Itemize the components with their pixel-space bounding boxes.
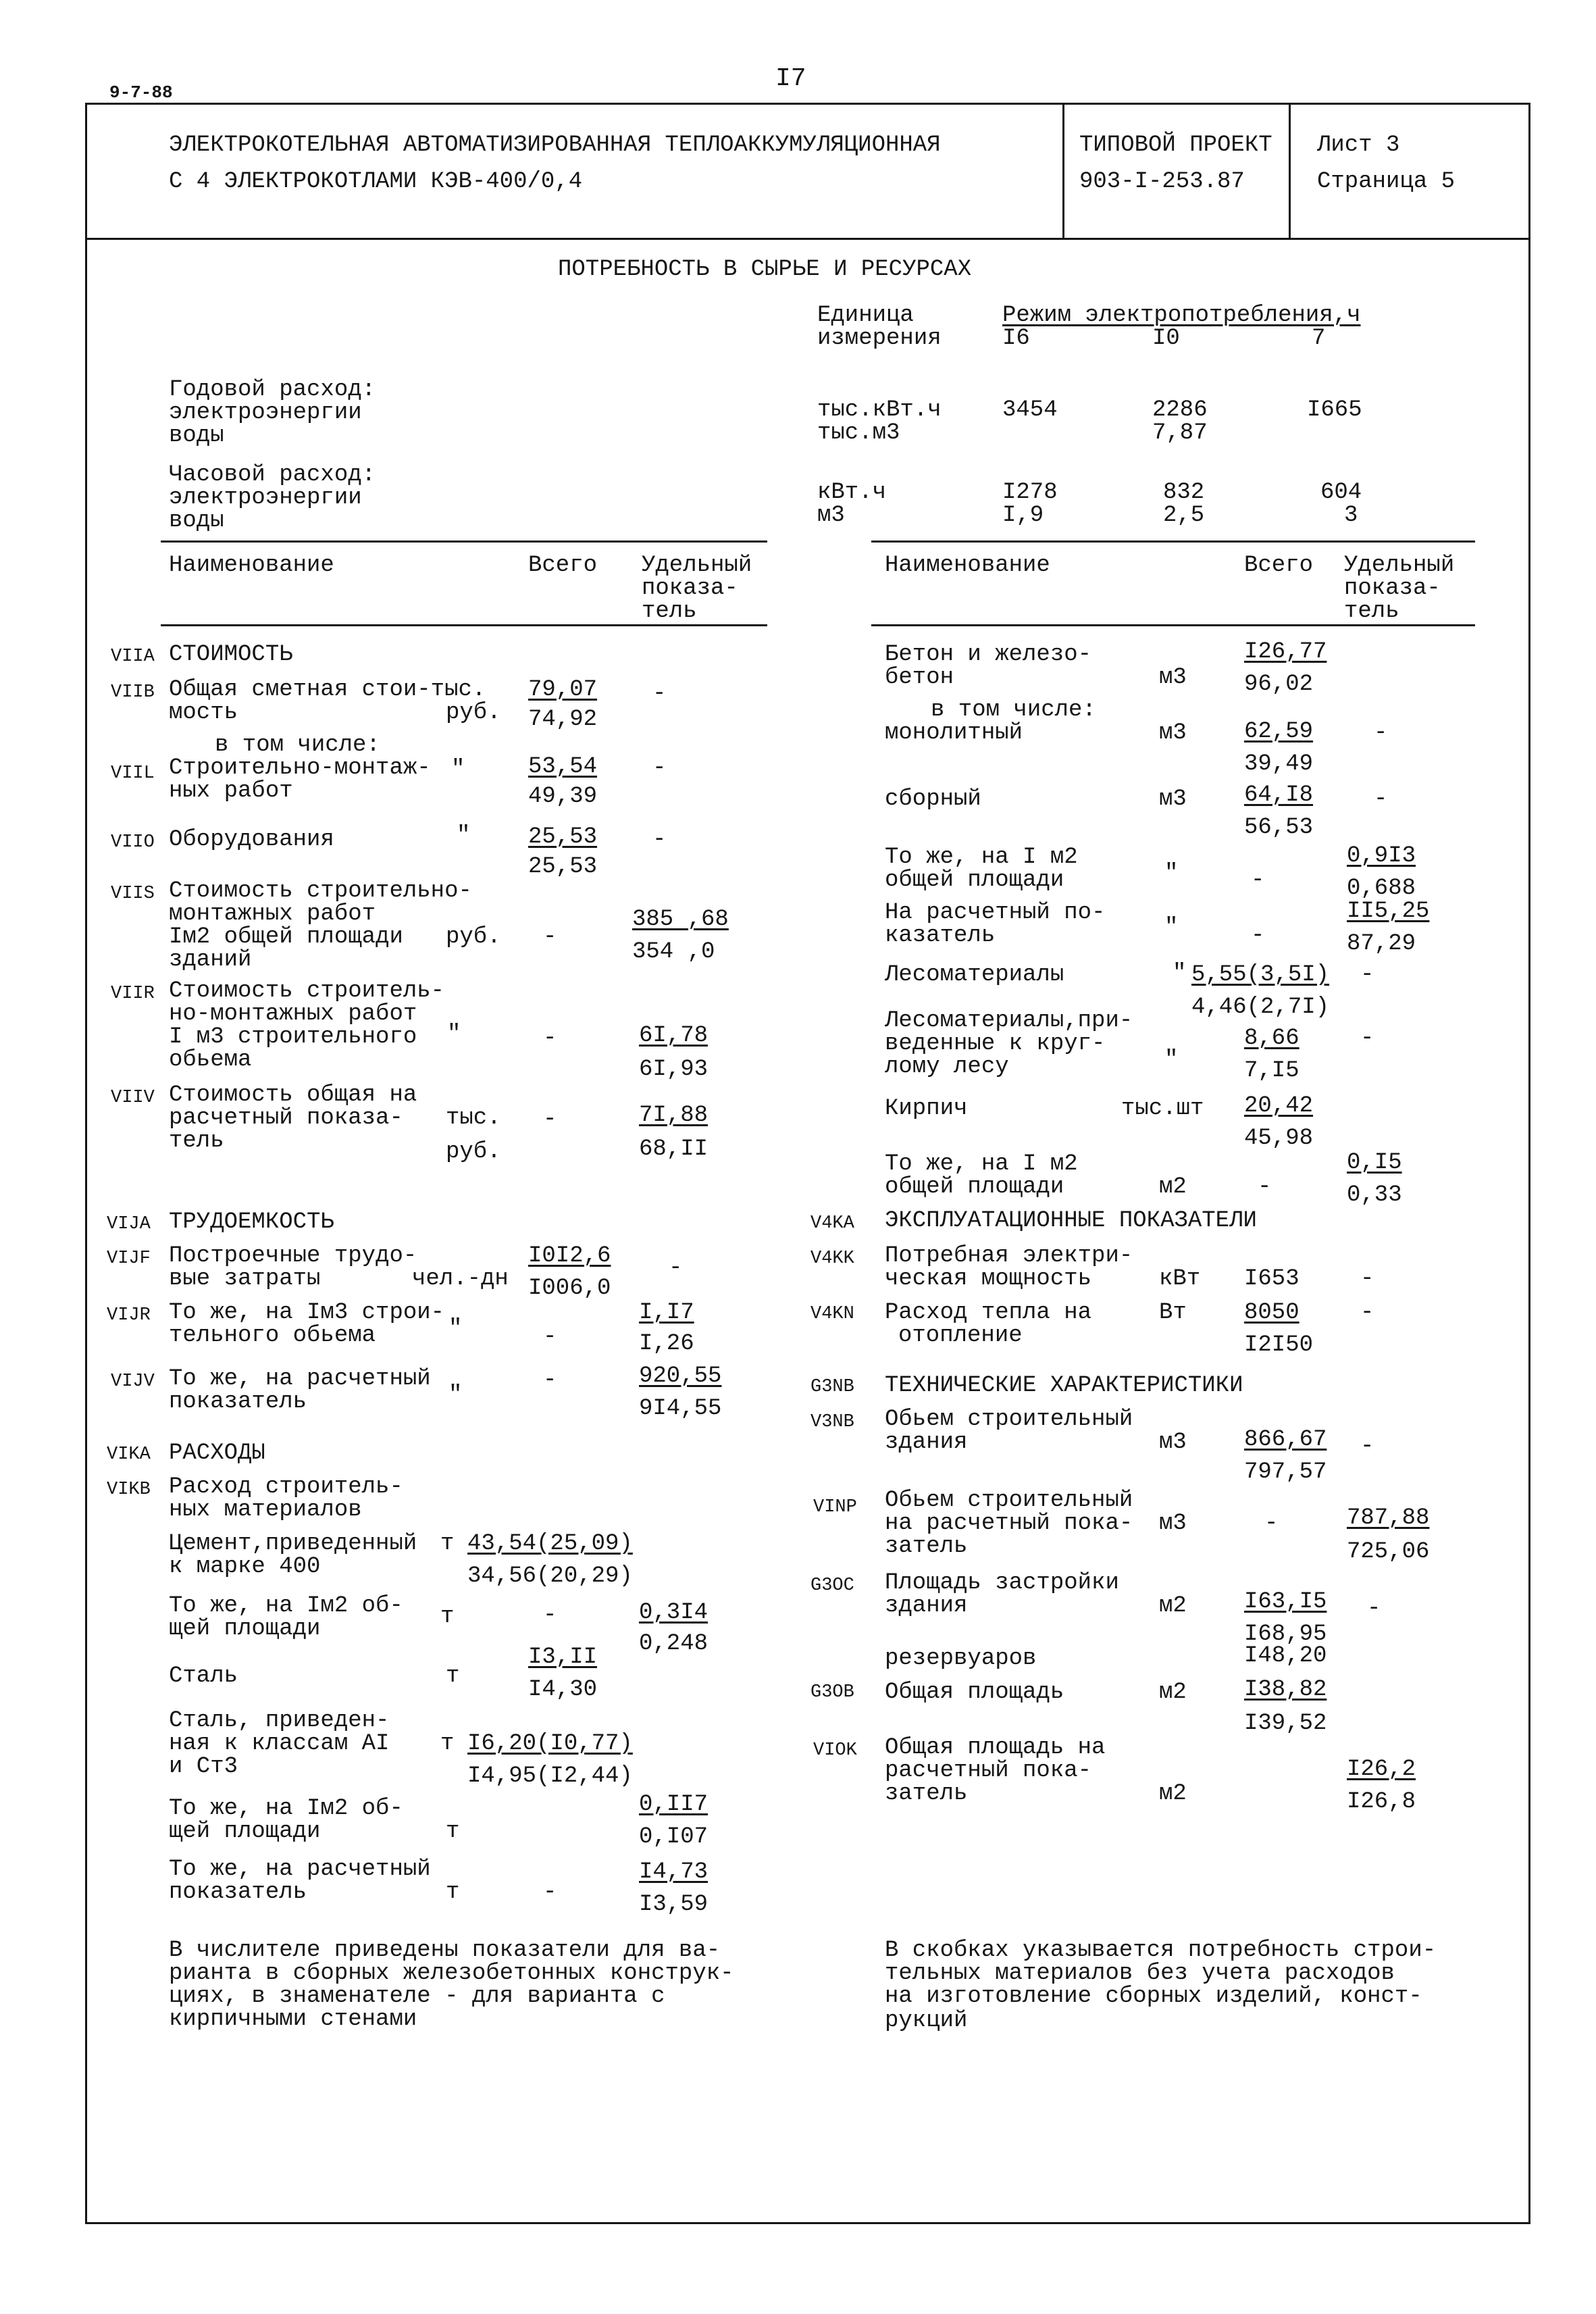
left-header-specific-1: Удельный	[642, 553, 752, 578]
steel-per-indicator-total: -	[543, 1880, 557, 1905]
area-per-indicator-label-1: Общая площадь на	[885, 1735, 1106, 1761]
building-volume-label-1: Обьем строительный	[885, 1407, 1133, 1432]
prefab-numerator: 64,I8	[1244, 782, 1314, 808]
right-header-specific-2: показа-	[1344, 576, 1441, 601]
cement-label-2: к марке 400	[169, 1554, 321, 1580]
cement-label-1: Цемент,приведенный	[169, 1531, 417, 1557]
power-specific: -	[1360, 1266, 1374, 1292]
timber-denominator: 4,46(2,7I)	[1191, 995, 1330, 1020]
prefab-specific: -	[1374, 786, 1388, 812]
volume-per-indicator-unit: м3	[1159, 1511, 1187, 1536]
brick-per-m2-label-2: общей площади	[885, 1174, 1064, 1200]
footprint-specific: -	[1367, 1596, 1381, 1621]
code-vijr: VIJR	[107, 1305, 151, 1326]
cement-per-m2-label-1: То же, на Iм2 об-	[169, 1593, 403, 1619]
labor-per-m3-unit: "	[448, 1316, 463, 1342]
header-divider-1	[1062, 103, 1064, 240]
heat-specific: -	[1360, 1300, 1374, 1326]
annual-electricity-7: I665	[1307, 397, 1362, 423]
labor-section-title: ТРУДОЕМКОСТЬ	[169, 1209, 334, 1235]
concrete-per-indicator-total: -	[1251, 923, 1265, 949]
left-note-line-3: циях, в знаменателе - для варианта с	[169, 1984, 665, 2009]
left-table-header-rule	[161, 624, 767, 626]
steel-per-m2-unit: т	[446, 1819, 460, 1844]
labor-per-m3-numerator: I,I7	[639, 1300, 694, 1326]
labor-per-indicator-total: -	[543, 1367, 557, 1393]
volume-per-indicator-label-2: на расчетный пока-	[885, 1511, 1133, 1536]
cost-per-indicator-numerator: 7I,88	[639, 1103, 709, 1128]
total-area-unit: м2	[1159, 1680, 1187, 1705]
heat-denominator: I2I50	[1244, 1332, 1314, 1358]
construction-works-label-1: Строительно-монтаж-	[169, 755, 431, 781]
left-note-line-1: В числителе приведены показатели для ва-	[169, 1938, 721, 1963]
cement-per-m2-numerator: 0,3I4	[639, 1600, 709, 1626]
annual-electricity-16: 3454	[1002, 397, 1058, 423]
left-header-name: Наименование	[169, 553, 334, 578]
volume-per-indicator-denominator: 725,06	[1347, 1539, 1430, 1565]
cost-per-indicator-label-3: тель	[169, 1128, 224, 1154]
total-cost-label-1: Общая сметная стои-тыс.	[169, 677, 486, 703]
volume-per-indicator-numerator: 787,88	[1347, 1505, 1430, 1531]
cement-numerator: 43,54(25,09)	[467, 1531, 633, 1557]
cost-including-label: в том числе:	[215, 732, 380, 758]
hourly-water-10: 2,5	[1163, 503, 1205, 528]
steel-per-indicator-denominator: I3,59	[639, 1892, 709, 1917]
concrete-including-label: в том числе:	[931, 697, 1096, 723]
concrete-per-indicator-unit: "	[1164, 915, 1179, 940]
cost-per-m3-label-3: I м3 строительного	[169, 1024, 417, 1050]
annual-water-10: 7,87	[1152, 420, 1208, 446]
cost-per-indicator-unit-2: руб.	[446, 1139, 501, 1165]
footprint-label-2: здания	[885, 1593, 968, 1619]
cost-per-m3-label-2: но-монтажных работ	[169, 1001, 417, 1027]
steel-denominator: I4,30	[528, 1677, 598, 1703]
regime-16: I6	[1002, 326, 1030, 351]
code-viir: VIIR	[111, 984, 155, 1004]
footprint-numerator: I63,I5	[1244, 1589, 1327, 1615]
timber-label: Лесоматериалы	[885, 962, 1064, 988]
steel-class-label-3: и Ст3	[169, 1754, 238, 1780]
steel-per-m2-denominator: 0,I07	[639, 1824, 709, 1850]
concrete-per-m2-label-2: общей площади	[885, 867, 1064, 893]
labor-per-indicator-label-2: показатель	[169, 1389, 307, 1415]
materials-label-1: Расход строитель-	[169, 1474, 403, 1500]
concrete-label-2: бетон	[885, 665, 954, 690]
left-header-total: Всего	[528, 553, 598, 578]
right-note-line-3: на изготовление сборных изделий, конст-	[885, 1984, 1422, 2009]
code-viiv: VIIV	[111, 1088, 155, 1108]
project-label: ТИПОВОЙ ПРОЕКТ	[1079, 132, 1272, 158]
area-per-indicator-unit: м2	[1159, 1781, 1187, 1807]
cost-per-m2-numerator: 385 ,68	[632, 907, 729, 932]
construction-works-specific: -	[652, 755, 667, 781]
area-per-indicator-label-2: расчетный пока-	[885, 1758, 1092, 1784]
round-timber-denominator: 7,I5	[1244, 1058, 1299, 1084]
volume-per-indicator-total: -	[1264, 1511, 1279, 1536]
header-rule	[85, 238, 1528, 240]
right-note-line-2: тельных материалов без учета расходов	[885, 1961, 1395, 1986]
page-number: I7	[775, 64, 806, 93]
right-table-top-rule	[871, 540, 1475, 543]
brick-unit: тыс.шт	[1121, 1096, 1204, 1122]
annual-electricity-label: электроэнергии	[169, 400, 362, 426]
concrete-per-indicator-label-1: На расчетный по-	[885, 900, 1106, 926]
concrete-per-indicator-numerator: II5,25	[1347, 899, 1430, 924]
labor-total-unit: чел.-дн	[412, 1266, 509, 1292]
cost-per-m2-label-4: зданий	[169, 947, 252, 973]
building-volume-label-2: здания	[885, 1430, 968, 1455]
prefab-label: сборный	[885, 786, 981, 812]
concrete-per-m2-denominator: 0,688	[1347, 876, 1416, 901]
labor-per-m3-label-2: тельного обьема	[169, 1323, 376, 1349]
steel-per-indicator-label-1: То же, на расчетный	[169, 1857, 431, 1882]
heat-label-2: отопление	[898, 1323, 1023, 1349]
cost-per-indicator-total: -	[543, 1107, 557, 1132]
cement-per-m2-unit: т	[440, 1604, 455, 1630]
code-v3nb: V3NB	[810, 1412, 854, 1432]
steel-class-denominator: I4,95(I2,44)	[467, 1763, 633, 1789]
volume-per-indicator-label-3: затель	[885, 1534, 968, 1559]
monolithic-numerator: 62,59	[1244, 719, 1314, 745]
operational-section-title: ЭКСПЛУАТАЦИОННЫЕ ПОКАЗАТЕЛИ	[885, 1208, 1257, 1234]
cost-per-indicator-unit-1: тыс.	[446, 1105, 501, 1131]
building-volume-specific: -	[1360, 1434, 1374, 1459]
cement-per-m2-label-2: щей площади	[169, 1616, 321, 1642]
page-reference: Страница 5	[1317, 169, 1456, 195]
right-table-header-rule	[871, 624, 1475, 626]
monolithic-label: монолитный	[885, 720, 1023, 746]
annual-water-label: воды	[169, 423, 224, 449]
cost-per-m3-denominator: 6I,93	[639, 1057, 709, 1082]
labor-per-indicator-numerator: 920,55	[639, 1363, 722, 1389]
round-timber-label-1: Лесоматериалы,при-	[885, 1008, 1133, 1034]
right-note-line-1: В скобках указывается потребность строи-	[885, 1938, 1437, 1963]
labor-per-indicator-unit: "	[448, 1382, 463, 1408]
footprint-label-1: Площадь застройки	[885, 1570, 1119, 1596]
round-timber-label-3: лому лесу	[885, 1054, 1009, 1080]
round-timber-unit: "	[1164, 1047, 1179, 1073]
concrete-numerator: I26,77	[1244, 639, 1327, 665]
timber-numerator: 5,55(3,5I)	[1191, 962, 1330, 988]
hourly-water-16: I,9	[1002, 503, 1044, 528]
section-title: ПОТРЕБНОСТЬ В СЫРЬЕ И РЕСУРСАХ	[558, 257, 972, 282]
total-cost-specific: -	[652, 681, 667, 707]
code-g3ob: G3OB	[810, 1682, 854, 1703]
concrete-per-indicator-denominator: 87,29	[1347, 931, 1416, 957]
cost-per-m3-label-1: Стоимость строитель-	[169, 978, 445, 1004]
area-per-indicator-numerator: I26,2	[1347, 1757, 1416, 1782]
cost-per-m2-label-3: Iм2 общей площади	[169, 924, 403, 950]
concrete-per-m2-numerator: 0,9I3	[1347, 843, 1416, 869]
power-label-2: ческая мощность	[885, 1266, 1092, 1292]
labor-total-label-1: Построечные трудо-	[169, 1243, 417, 1269]
sheet-number: Лист 3	[1317, 132, 1400, 158]
hourly-water-7: 3	[1344, 503, 1358, 528]
equipment-specific: -	[652, 827, 667, 853]
code-v4kn: V4KN	[810, 1304, 854, 1324]
construction-works-denominator: 49,39	[528, 784, 598, 809]
steel-numerator: I3,II	[528, 1644, 598, 1670]
labor-total-denominator: I006,0	[528, 1276, 611, 1301]
total-cost-denominator: 74,92	[528, 707, 598, 732]
cement-denominator: 34,56(20,29)	[467, 1563, 633, 1589]
annual-label: Годовой расход:	[169, 377, 376, 403]
concrete-per-m2-label-1: То же, на I м2	[885, 845, 1078, 870]
left-note-line-4: кирпичными стенами	[169, 2007, 417, 2032]
building-volume-numerator: 866,67	[1244, 1427, 1327, 1453]
hourly-electricity-label: электроэнергии	[169, 485, 362, 511]
reservoirs-label: резервуаров	[885, 1646, 1037, 1671]
left-header-specific-2: показа-	[642, 576, 738, 601]
cost-per-m2-unit: руб.	[446, 924, 501, 950]
brick-per-m2-unit: м2	[1159, 1174, 1187, 1200]
code-g3nb: G3NB	[810, 1377, 854, 1397]
timber-specific: -	[1360, 962, 1374, 988]
code-v4kk: V4KK	[810, 1249, 854, 1269]
technical-section-title: ТЕХНИЧЕСКИЕ ХАРАКТЕРИСТИКИ	[885, 1373, 1243, 1399]
cost-per-m3-label-4: обьема	[169, 1047, 252, 1073]
hourly-electricity-unit: кВт.ч	[817, 480, 887, 505]
steel-per-indicator-unit: т	[446, 1880, 460, 1905]
brick-per-m2-denominator: 0,33	[1347, 1182, 1402, 1208]
right-header-specific-3: тель	[1344, 599, 1399, 624]
steel-unit: т	[446, 1663, 460, 1689]
building-volume-denominator: 797,57	[1244, 1459, 1327, 1485]
total-area-label: Общая площадь	[885, 1680, 1064, 1705]
brick-label: Кирпич	[885, 1096, 968, 1122]
document-title-line-1: ЭЛЕКТРОКОТЕЛЬНАЯ АВТОМАТИЗИРОВАННАЯ ТЕПЛОАККУМУЛЯЦИОННАЯ	[169, 132, 941, 158]
cost-per-m2-label-1: Стоимость строительно-	[169, 878, 472, 904]
hourly-water-label: воды	[169, 508, 224, 534]
construction-works-label-2: ных работ	[169, 778, 293, 804]
code-vija: VIJA	[107, 1214, 151, 1234]
round-timber-label-2: веденные к круг-	[885, 1031, 1106, 1057]
steel-per-indicator-numerator: I4,73	[639, 1859, 709, 1885]
equipment-denominator: 25,53	[528, 854, 598, 880]
cost-per-m3-numerator: 6I,78	[639, 1023, 709, 1049]
steel-label: Сталь	[169, 1663, 238, 1689]
power-label-1: Потребная электри-	[885, 1243, 1133, 1269]
date-stamp: 9-7-88	[109, 82, 173, 103]
annual-electricity-unit: тыс.кВт.ч	[817, 397, 942, 423]
construction-works-unit: "	[451, 757, 465, 782]
labor-total-label-2: вые затраты	[169, 1266, 321, 1292]
concrete-per-indicator-label-2: казатель	[885, 923, 996, 949]
code-viib: VIIB	[111, 682, 155, 703]
area-per-indicator-label-3: затель	[885, 1781, 968, 1807]
equipment-numerator: 25,53	[528, 824, 598, 850]
prefab-denominator: 56,53	[1244, 815, 1314, 840]
code-g3oc: G3OC	[810, 1576, 854, 1596]
labor-per-m3-denominator: I,26	[639, 1331, 694, 1357]
steel-class-label-1: Сталь, приведен-	[169, 1708, 390, 1734]
building-volume-unit: м3	[1159, 1430, 1187, 1455]
labor-per-indicator-denominator: 9I4,55	[639, 1396, 722, 1422]
steel-per-m2-label-2: щей площади	[169, 1819, 321, 1844]
equipment-unit: "	[457, 823, 471, 849]
labor-per-m3-total: -	[543, 1324, 557, 1350]
regime-10: I0	[1152, 326, 1180, 351]
footprint-unit: м2	[1159, 1593, 1187, 1619]
cost-section-title: СТОИМОСТЬ	[169, 642, 293, 668]
cement-unit: т	[440, 1531, 455, 1557]
code-viio: VIIO	[111, 832, 155, 853]
power-total: I653	[1244, 1266, 1299, 1292]
cost-per-m3-total: -	[543, 1026, 557, 1051]
code-viok: VIOK	[813, 1740, 857, 1761]
concrete-per-m2-total: -	[1251, 867, 1265, 893]
total-area-denominator: I39,52	[1244, 1711, 1327, 1736]
hourly-electricity-16: I278	[1002, 480, 1058, 505]
hourly-water-unit: м3	[817, 503, 845, 528]
code-vinp: VINP	[813, 1497, 857, 1517]
labor-total-specific: -	[669, 1255, 683, 1281]
heat-unit: Вт	[1159, 1300, 1187, 1326]
total-cost-label-2: мость	[169, 700, 238, 726]
steel-per-m2-label-1: То же, на Iм2 об-	[169, 1796, 403, 1821]
round-timber-specific: -	[1360, 1026, 1374, 1051]
steel-class-unit: т	[440, 1731, 455, 1757]
left-header-specific-3: тель	[642, 599, 697, 624]
right-header-name: Наименование	[885, 553, 1050, 578]
reservoirs-value: I48,20	[1244, 1643, 1327, 1669]
code-vijf: VIJF	[107, 1249, 151, 1269]
right-header-specific-1: Удельный	[1344, 553, 1455, 578]
round-timber-numerator: 8,66	[1244, 1026, 1299, 1051]
unit-header-line-1: Единица	[817, 303, 914, 328]
hourly-electricity-7: 604	[1320, 480, 1362, 505]
area-per-indicator-denominator: I26,8	[1347, 1789, 1416, 1815]
code-v4ka: V4KA	[810, 1213, 854, 1234]
code-viia: VIIA	[111, 647, 155, 667]
brick-per-m2-total: -	[1258, 1174, 1272, 1200]
concrete-per-m2-unit: "	[1164, 861, 1179, 886]
steel-per-indicator-label-2: показатель	[169, 1880, 307, 1905]
total-area-numerator: I38,82	[1244, 1677, 1327, 1703]
construction-works-numerator: 53,54	[528, 754, 598, 780]
hourly-electricity-10: 832	[1163, 480, 1205, 505]
expenses-section-title: РАСХОДЫ	[169, 1440, 265, 1466]
code-viis: VIIS	[111, 884, 155, 904]
monolithic-specific: -	[1374, 720, 1388, 746]
hourly-label: Часовой расход:	[169, 462, 376, 488]
cement-per-m2-denominator: 0,248	[639, 1631, 709, 1657]
document-title-line-2: С 4 ЭЛЕКТРОКОТЛАМИ КЭВ-400/0,4	[169, 169, 583, 195]
cement-per-m2-total: -	[543, 1603, 557, 1628]
steel-per-m2-numerator: 0,II7	[639, 1792, 709, 1817]
labor-per-indicator-label-1: То же, на расчетный	[169, 1366, 431, 1392]
regime-header: Режим электропотребления,ч	[1002, 303, 1361, 328]
code-vika: VIKA	[107, 1444, 151, 1465]
right-note-line-4: рукций	[885, 2008, 968, 2034]
regime-7: 7	[1312, 326, 1326, 351]
labor-total-numerator: I0I2,6	[528, 1243, 611, 1269]
brick-per-m2-numerator: 0,I5	[1347, 1150, 1402, 1176]
cost-per-m2-denominator: 354 ,0	[632, 939, 715, 965]
brick-denominator: 45,98	[1244, 1126, 1314, 1151]
annual-water-unit: тыс.м3	[817, 420, 900, 446]
monolithic-denominator: 39,49	[1244, 751, 1314, 777]
code-vijv: VIJV	[111, 1372, 155, 1392]
code-viil: VIIL	[111, 763, 155, 784]
left-note-line-2: рианта в сборных железобетонных конструк-	[169, 1961, 734, 1986]
steel-class-label-2: ная к классам AI	[169, 1731, 390, 1757]
right-header-total: Всего	[1244, 553, 1314, 578]
project-code: 903-I-253.87	[1079, 169, 1245, 195]
cost-per-indicator-label-1: Стоимость общая на	[169, 1082, 417, 1108]
concrete-denominator: 96,02	[1244, 672, 1314, 697]
monolithic-unit: м3	[1159, 720, 1187, 746]
total-cost-numerator: 79,07	[528, 677, 598, 703]
header-divider-2	[1289, 103, 1291, 240]
heat-numerator: 8050	[1244, 1300, 1299, 1326]
steel-class-numerator: I6,20(I0,77)	[467, 1731, 633, 1757]
footprint-denominator: I68,95	[1244, 1621, 1327, 1647]
unit-header-line-2: измерения	[817, 326, 942, 351]
labor-per-m3-label-1: То же, на Iм3 строи-	[169, 1300, 445, 1326]
heat-label-1: Расход тепла на	[885, 1300, 1092, 1326]
timber-unit: "	[1173, 961, 1187, 986]
total-cost-unit: руб.	[446, 700, 501, 726]
cost-per-m2-label-2: монтажных работ	[169, 901, 376, 927]
cost-per-m3-unit: "	[447, 1022, 461, 1047]
materials-label-2: ных материалов	[169, 1497, 362, 1523]
cost-per-indicator-label-2: расчетный показа-	[169, 1105, 403, 1131]
equipment-label: Оборудования	[169, 827, 334, 853]
cost-per-indicator-denominator: 68,II	[639, 1136, 709, 1162]
brick-numerator: 20,42	[1244, 1093, 1314, 1119]
concrete-unit: м3	[1159, 665, 1187, 690]
annual-electricity-10: 2286	[1152, 397, 1208, 423]
volume-per-indicator-label-1: Обьем строительный	[885, 1488, 1133, 1513]
brick-per-m2-label-1: То же, на I м2	[885, 1151, 1078, 1177]
left-table-top-rule	[161, 540, 767, 543]
concrete-label-1: Бетон и железо-	[885, 642, 1092, 668]
cost-per-m2-total: -	[543, 924, 557, 950]
prefab-unit: м3	[1159, 786, 1187, 812]
code-vikb: VIKB	[107, 1480, 151, 1500]
power-unit: кВт	[1159, 1266, 1201, 1292]
